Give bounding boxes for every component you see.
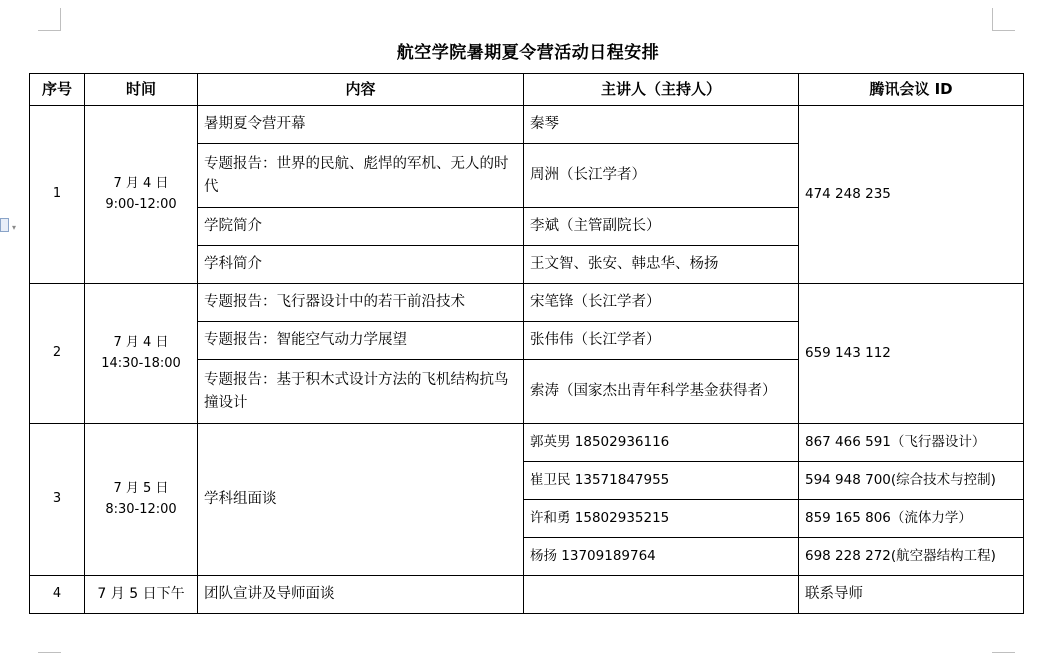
cell-content: 学院简介 bbox=[198, 208, 524, 246]
cell-content: 专题报告：飞行器设计中的若干前沿技术 bbox=[198, 284, 524, 322]
cell-speaker: 宋笔锋（长江学者） bbox=[524, 284, 799, 322]
header-speaker: 主讲人（主持人） bbox=[524, 74, 799, 106]
cell-speaker: 崔卫民 13571847955 bbox=[524, 462, 799, 500]
paste-options-icon[interactable]: ▾ bbox=[0, 218, 12, 234]
cell-speaker: 秦琴 bbox=[524, 106, 799, 144]
cell-speaker bbox=[524, 576, 799, 614]
cell-no: 1 bbox=[30, 106, 85, 284]
cell-content: 暑期夏令营开幕 bbox=[198, 106, 524, 144]
crop-mark-top-left bbox=[60, 8, 61, 30]
cell-time bbox=[85, 284, 198, 424]
cell-speaker: 张伟伟（长江学者） bbox=[524, 322, 799, 360]
cell-speaker: 索涛（国家杰出青年科学基金获得者） bbox=[524, 360, 799, 424]
schedule-table bbox=[29, 73, 1024, 614]
crop-mark-top-right bbox=[992, 30, 1015, 31]
cell-date: 7 月 4 日 bbox=[113, 176, 169, 192]
cell-date: 7 月 4 日 bbox=[113, 335, 169, 351]
table-row bbox=[30, 284, 1024, 322]
cell-content: 专题报告：世界的民航、彪悍的军机、无人的时代 bbox=[198, 144, 524, 208]
cell-speaker: 周洲（长江学者） bbox=[524, 144, 799, 208]
cell-no: 3 bbox=[30, 424, 85, 576]
cell-speaker: 许和勇 15802935215 bbox=[524, 500, 799, 538]
cell-hours: 8:30-12:00 bbox=[105, 501, 177, 517]
table-row bbox=[30, 576, 1024, 614]
cell-no: 4 bbox=[30, 576, 85, 614]
page-title: 航空学院暑期夏令营活动日程安排 bbox=[396, 43, 660, 63]
cell-meeting-id: 594 948 700(综合技术与控制) bbox=[799, 462, 1024, 500]
cell-meeting-id: 联系导师 bbox=[799, 576, 1024, 614]
crop-mark-top-right bbox=[992, 8, 993, 30]
cell-time bbox=[85, 106, 198, 284]
crop-mark-bottom-right bbox=[992, 652, 1015, 653]
cell-content: 团队宣讲及导师面谈 bbox=[198, 576, 524, 614]
header-content: 内容 bbox=[198, 74, 524, 106]
cell-date: 7 月 5 日 bbox=[113, 481, 169, 497]
header-time: 时间 bbox=[85, 74, 198, 106]
cell-time: 7 月 5 日下午 bbox=[85, 576, 198, 614]
cell-time bbox=[85, 424, 198, 576]
table-row bbox=[30, 106, 1024, 144]
cell-content: 专题报告：基于积木式设计方法的飞机结构抗鸟撞设计 bbox=[198, 360, 524, 424]
cell-speaker: 郭英男 18502936116 bbox=[524, 424, 799, 462]
header-no: 序号 bbox=[30, 74, 85, 106]
cell-content: 学科简介 bbox=[198, 246, 524, 284]
cell-speaker: 李斌（主管副院长） bbox=[524, 208, 799, 246]
cell-hours: 14:30-18:00 bbox=[101, 355, 181, 371]
table-row bbox=[30, 424, 1024, 462]
crop-mark-top-left bbox=[38, 30, 61, 31]
crop-mark-bottom-left bbox=[38, 652, 61, 653]
cell-meeting-id: 474 248 235 bbox=[799, 106, 1024, 284]
cell-speaker: 王文智、张安、韩忠华、杨扬 bbox=[524, 246, 799, 284]
table-header-row bbox=[30, 74, 1024, 106]
cell-content: 专题报告：智能空气动力学展望 bbox=[198, 322, 524, 360]
cell-hours: 9:00-12:00 bbox=[105, 196, 177, 212]
cell-meeting-id: 867 466 591（飞行器设计） bbox=[799, 424, 1024, 462]
cell-meeting-id: 659 143 112 bbox=[799, 284, 1024, 424]
header-meeting-id: 腾讯会议 ID bbox=[799, 74, 1024, 106]
cell-no: 2 bbox=[30, 284, 85, 424]
cell-meeting-id: 859 165 806（流体力学） bbox=[799, 500, 1024, 538]
cell-meeting-id: 698 228 272(航空器结构工程) bbox=[799, 538, 1024, 576]
cell-content: 学科组面谈 bbox=[198, 424, 524, 576]
cell-speaker: 杨扬 13709189764 bbox=[524, 538, 799, 576]
